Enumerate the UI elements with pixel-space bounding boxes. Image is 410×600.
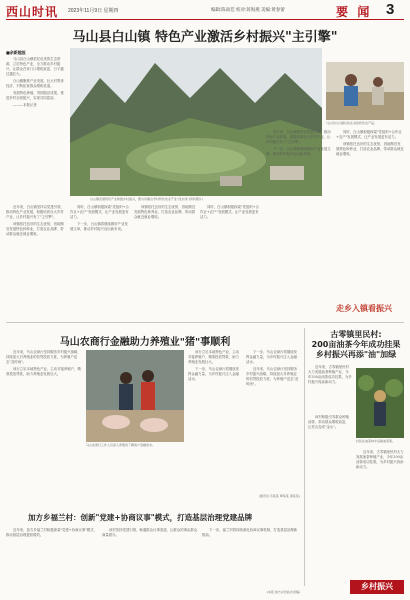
lead-side-caption: 马山县白山镇村民在采收特色农产品。 [326,121,378,125]
lead-body-column-3 [134,205,196,317]
article2-paragraph: 近年来，马山农商行坚持服务乡村振兴战略，持续加大对养殖业的信贷投放力度，为养殖户送去"及时雨"。 [246,367,299,386]
issue-date: 2023年11月9日 星期四 [68,8,119,14]
article2-middle-column [188,350,242,505]
section-divider [6,322,404,323]
lead-body-paragraph: 下一步，白山镇将继续做好产业发展文章，推动乡村振兴迈出新步伐。 [70,222,128,231]
pig-farm-image [86,350,184,442]
page-number: 3 [386,1,395,18]
article2-photo-caption: 马山农商行工作人员深入养殖场了解客户金融需求。 [86,443,156,447]
lead-photo-caption: 白山镇发展特色产业助推乡村振兴，图为该镇古零村特色农业产业"流水线"(资料图片) [90,197,204,201]
tea-oil-harvest-image [356,368,404,438]
article4-headline: 加方乡福兰村：创新"党建+协商议事"模式，打造基层治理党建品牌 [28,513,253,522]
article3-left-column [308,415,352,565]
editors-line: 编辑:陈雨佳 校对:蒋海燕 美编:黄春蕾 [211,7,285,12]
lead-body-column-5 [266,130,332,315]
article4-column-1 [6,528,98,596]
article3-right-column [356,450,404,565]
article4-column-3 [202,528,300,588]
article2-paragraph: 下一步，马山农商行将继续发挥金融力量，为乡村振兴注入金融活水。 [188,367,240,381]
article2-paragraph: 该行立足本地特色产业，主动对接养殖户，精准投放贷款，助力养殖业发展壮大。 [188,350,240,364]
masthead [6,3,404,19]
article3-photo [356,368,404,438]
lead-body-paragraph: 该镇依托良好的生态优势，因地制宜发展特色种养业，打造农业品牌，带动群众就近就业增收。 [6,222,64,236]
lead-body-paragraph: 该镇依托良好的生态优势，因地制宜发展特色种养业，打造农业品牌，带动群众就近就业增收。 [336,142,404,156]
article2-paragraph: 该行立足本地特色产业，主动对接养殖户，精准投放贷款，助力养殖业发展壮大。 [6,367,81,376]
lead-body-column-1 [6,205,66,317]
article3-headline-line3: 乡村振兴再添"油"加绿 [315,350,397,359]
lead-body-paragraph: 同时，白山镇积极探索"党组织+合作社+农户"发展模式，让产业发展更有活力。 [200,205,259,219]
section-title: 要 闻 [336,5,373,19]
article2-photo [86,350,184,442]
lead-paragraph: 马山县白山镇依托优美的生态资源，立足特色产业，全力推动乡村振兴，让群众在家门口增收致富，日子越过越红火。 [6,57,64,76]
article4-column-2 [102,528,198,596]
article4-paragraph: 近年来，加方乡福兰村积极探索"党建+协商议事"模式，推动基层治理提质增效。 [6,528,97,537]
article3-photo-caption: 村民在油茶林中采摘油茶果。 [356,439,396,443]
article2-headline: 马山农商行金融助力养殖业"猪"事顺利 [59,337,231,348]
lead-body-paragraph: 该镇依托良好的生态优势，因地制宜发展特色种养业，打造农业品牌，带动群众就近就业增收。 [134,205,196,219]
article4-paragraph: 下一步，福兰村将持续深化协商议事机制，打造基层治理新格局。 [202,528,298,537]
article3-paragraph: 近年来，古零镇里民村大力发展油茶种植产业，今年200亩油茶成功挂果，为乡村振兴再添新动力。 [308,365,352,384]
article3-top-column [308,365,352,413]
article2-paragraph: 近年来，马山农商行坚持服务乡村振兴战略，持续加大对养殖业的信贷投放力度，为养殖户送去"及时雨"。 [6,350,81,364]
section-tag: 乡村振兴 [350,580,404,594]
masthead-rule [6,19,404,20]
article3-paragraph: 该村积极引导群众种植油茶，带动群众增收致富，让荒山变成"金山"。 [308,415,349,429]
article4-paragraph: 该村坚持党建引领，畅通群众议事渠道，让群众的事由群众商量着办。 [102,528,198,537]
article2-paragraph: 下一步，马山农商行将继续发挥金融力量，为乡村振兴注入金融活水。 [246,350,298,364]
farmers-image [326,62,404,120]
article2-right-column [246,350,300,490]
article2-byline: (通讯员:韦某某 覃某某 黄某某) [258,494,300,498]
lead-body-paragraph: 近年来，白山镇坚持以党建引领，推动特色产业发展，积极培育壮大乡村产业，让乡村振兴有了"主引擎"。 [6,205,64,219]
lead-headline: 马山县白山镇 特色产业激活乡村振兴"主引擎" [72,30,338,45]
article4-byline: (本报:加方乡党政办供稿) [266,590,300,594]
article3-paragraph: 近年来，古零镇里民村大力发展油茶种植产业，今年200亩油茶成功挂果，为乡村振兴再添新动力。 [356,450,404,469]
lead-paragraph: 发展特色种植，巩固脱贫成果，推进乡村全面振兴，实现共同富裕。 [6,91,64,100]
article3-headline-line2: 200亩油茶今年成功挂果 [311,340,401,349]
article3-headline-line1: 古零镇里民村: [330,330,382,339]
article2-left-column [6,350,82,505]
lead-body-column-4 [200,205,262,317]
lead-side-photo [326,62,404,120]
lead-body-paragraph: 同时，白山镇积极探索"党组织+合作社+农户"发展模式，让产业发展更有活力。 [70,205,129,219]
lead-signature: ———本报记者 [13,103,37,107]
newspaper-logo: 西山时讯 [6,5,59,19]
column-divider [304,328,305,586]
lead-left-column [6,48,66,188]
lead-body-paragraph: 近年来，白山镇坚持以党建引领，推动特色产业发展，积极培育壮大乡村产业，让乡村振兴有了"主引擎"。 [266,130,331,144]
lead-paragraph: 白山镇聚焦产业发展，壮大村集体经济，不断拓宽群众增收渠道。 [6,79,64,88]
column-banner: 走乡入镇看振兴 [336,304,392,313]
lead-body-paragraph: 同时，白山镇积极探索"党组织+合作社+农户"发展模式，让产业发展更有活力。 [336,130,402,139]
lead-body-column-6 [336,130,404,300]
lead-byline: ■余新越报 [6,50,26,55]
lead-body-paragraph: 下一步，白山镇将继续做好产业发展文章，推动乡村振兴迈出新步伐。 [266,147,331,156]
article3-headline [308,330,404,360]
lead-body-column-2 [70,205,130,317]
